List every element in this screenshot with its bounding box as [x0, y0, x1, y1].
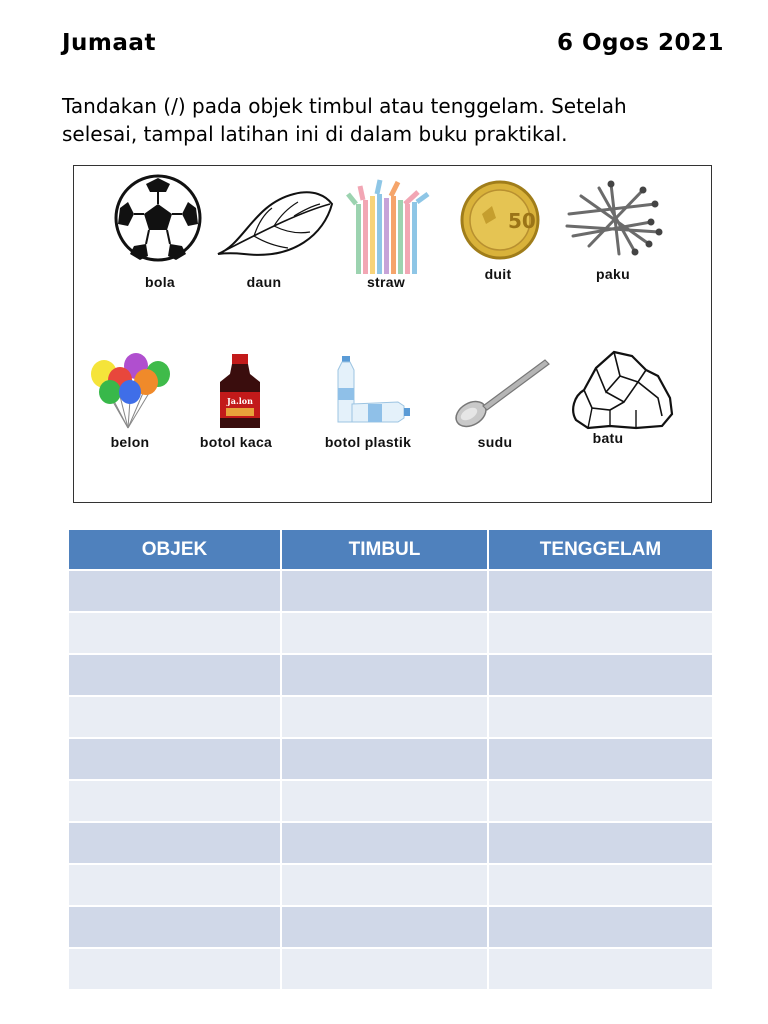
picture-label: daun	[246, 274, 282, 290]
table-row	[69, 906, 712, 948]
table-row	[69, 780, 712, 822]
picture-item-batu	[566, 346, 686, 476]
objek-cell[interactable]	[69, 570, 281, 612]
picture-item-daun	[214, 174, 334, 304]
objek-cell[interactable]	[69, 864, 281, 906]
objek-cell[interactable]	[69, 780, 281, 822]
tenggelam-cell[interactable]	[488, 612, 712, 654]
picture-label: bola	[145, 274, 175, 290]
picture-label: paku	[596, 266, 630, 282]
picture-label: botol plastik	[324, 434, 412, 450]
picture-item-sudu	[449, 352, 569, 482]
balloons-icon	[84, 352, 184, 432]
glass-bottle-icon	[188, 352, 308, 432]
timbul-cell[interactable]	[281, 570, 488, 612]
svg-text:Ja.lon: Ja.lon	[227, 396, 253, 406]
timbul-cell[interactable]	[281, 738, 488, 780]
table-header-row	[69, 530, 712, 570]
picture-box	[73, 165, 712, 503]
timbul-cell[interactable]	[281, 822, 488, 864]
timbul-cell[interactable]	[281, 864, 488, 906]
tenggelam-cell[interactable]	[488, 696, 712, 738]
table-row	[69, 822, 712, 864]
picture-label: botol kaca	[199, 434, 273, 450]
column-header-objek: OBJEK	[69, 530, 281, 570]
picture-label: batu	[592, 430, 624, 446]
table-row	[69, 612, 712, 654]
tenggelam-cell[interactable]	[488, 654, 712, 696]
picture-item-botol-kaca	[188, 352, 308, 482]
objek-cell[interactable]	[69, 612, 281, 654]
picture-label: duit	[484, 266, 512, 282]
leaf-icon	[214, 174, 344, 274]
timbul-cell[interactable]	[281, 612, 488, 654]
objek-cell[interactable]	[69, 696, 281, 738]
nails-icon	[559, 174, 679, 274]
timbul-cell[interactable]	[281, 654, 488, 696]
tenggelam-cell[interactable]	[488, 822, 712, 864]
objek-cell[interactable]	[69, 822, 281, 864]
page-header	[62, 30, 724, 62]
picture-label: belon	[110, 434, 150, 450]
picture-item-straw	[336, 174, 456, 304]
tenggelam-cell[interactable]	[488, 948, 712, 989]
objek-cell[interactable]	[69, 906, 281, 948]
straws-icon	[336, 174, 456, 274]
date-label: 6 Ogos 2021	[556, 30, 724, 56]
timbul-cell[interactable]	[281, 906, 488, 948]
table-row	[69, 570, 712, 612]
plastic-bottle-icon	[312, 352, 432, 432]
picture-item-paku	[559, 174, 679, 304]
table-row	[69, 864, 712, 906]
picture-label: sudu	[477, 434, 513, 450]
table-body	[69, 570, 712, 989]
day-label: Jumaat	[62, 30, 156, 56]
objek-cell[interactable]	[69, 738, 281, 780]
column-header-tenggelam: TENGGELAM	[488, 530, 712, 570]
tenggelam-cell[interactable]	[488, 906, 712, 948]
picture-label: straw	[366, 274, 406, 290]
timbul-cell[interactable]	[281, 780, 488, 822]
instructions	[62, 92, 722, 148]
timbul-cell[interactable]	[281, 948, 488, 989]
column-header-timbul: TIMBUL	[281, 530, 488, 570]
instruction-line-2: selesai, tampal latihan ini di dalam buku praktikal.	[62, 122, 568, 146]
table-row	[69, 654, 712, 696]
objek-cell[interactable]	[69, 654, 281, 696]
table-row	[69, 948, 712, 989]
rock-icon	[566, 346, 686, 430]
tenggelam-cell[interactable]	[488, 738, 712, 780]
picture-item-duit	[452, 174, 572, 304]
picture-item-belon	[84, 352, 204, 482]
worksheet-table	[69, 530, 712, 989]
tenggelam-cell[interactable]	[488, 780, 712, 822]
table-row	[69, 696, 712, 738]
table-row	[69, 738, 712, 780]
tenggelam-cell[interactable]	[488, 570, 712, 612]
coin-icon	[452, 174, 572, 274]
timbul-cell[interactable]	[281, 696, 488, 738]
tenggelam-cell[interactable]	[488, 864, 712, 906]
instruction-line-1: Tandakan (/) pada objek timbul atau tenggelam. Setelah	[62, 94, 627, 118]
svg-text:50: 50	[508, 209, 536, 233]
spoon-icon	[449, 352, 559, 432]
picture-item-botol-plastik	[312, 352, 432, 482]
objek-cell[interactable]	[69, 948, 281, 989]
